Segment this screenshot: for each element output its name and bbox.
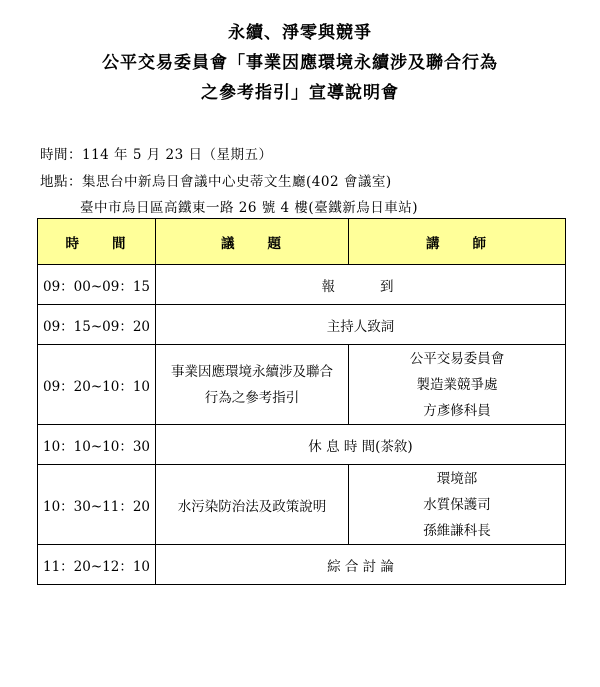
row-time: 09：15~09：20 xyxy=(38,305,156,345)
row-time: 11：20~12：10 xyxy=(38,545,156,585)
title-line-2: 公平交易委員會「事業因應環境永續涉及聯合行為 xyxy=(102,53,498,73)
event-location: 地點：集思台中新烏日會議中心史蒂文生廳(402 會議室) xyxy=(40,174,392,190)
row-topic: 水污染防治法及政策說明 xyxy=(156,465,349,545)
topic-line: 事業因應環境永續涉及聯合 xyxy=(171,363,333,380)
title-line-1: 永續、淨零與競爭 xyxy=(228,23,372,43)
table-row xyxy=(38,345,566,425)
speaker-line: 水質保護司 xyxy=(423,496,491,513)
row-topic xyxy=(156,345,349,425)
row-speaker xyxy=(349,465,566,545)
event-address: 臺中市烏日區高鐵東一路 26 號 4 樓(臺鐵新烏日車站) xyxy=(80,200,418,216)
topic-line: 行為之參考指引 xyxy=(204,389,300,406)
speaker-line: 環境部 xyxy=(436,470,478,487)
table-row xyxy=(38,545,566,585)
header-speaker: 講 師 xyxy=(349,219,566,265)
row-merged-item: 主持人致詞 xyxy=(156,305,566,345)
row-merged-item: 休 息 時 間(茶敘) xyxy=(156,425,566,465)
row-time: 09：20~10：10 xyxy=(38,345,156,425)
table-row xyxy=(38,465,566,545)
row-time: 09：00~09：15 xyxy=(38,265,156,305)
table-row xyxy=(38,425,566,465)
speaker-line: 公平交易委員會 xyxy=(409,350,505,367)
document-title xyxy=(0,18,600,108)
row-time: 10：10~10：30 xyxy=(38,425,156,465)
table-header-row xyxy=(38,219,566,265)
row-merged-item: 綜 合 討 論 xyxy=(156,545,566,585)
schedule-table xyxy=(37,218,566,585)
row-speaker xyxy=(349,345,566,425)
header-topic: 議 題 xyxy=(156,219,349,265)
speaker-line: 製造業競爭處 xyxy=(416,376,498,393)
table-row xyxy=(38,305,566,345)
event-time: 時間：114 年 5 月 23 日（星期五） xyxy=(40,147,273,163)
row-time: 10：30~11：20 xyxy=(38,465,156,545)
speaker-line: 方彥修科員 xyxy=(423,402,491,419)
speaker-line: 孫維謙科長 xyxy=(423,522,491,539)
header-time: 時 間 xyxy=(38,219,156,265)
title-line-3: 之參考指引」宣導說明會 xyxy=(201,83,399,103)
row-merged-item: 報 到 xyxy=(156,265,566,305)
table-row xyxy=(38,265,566,305)
